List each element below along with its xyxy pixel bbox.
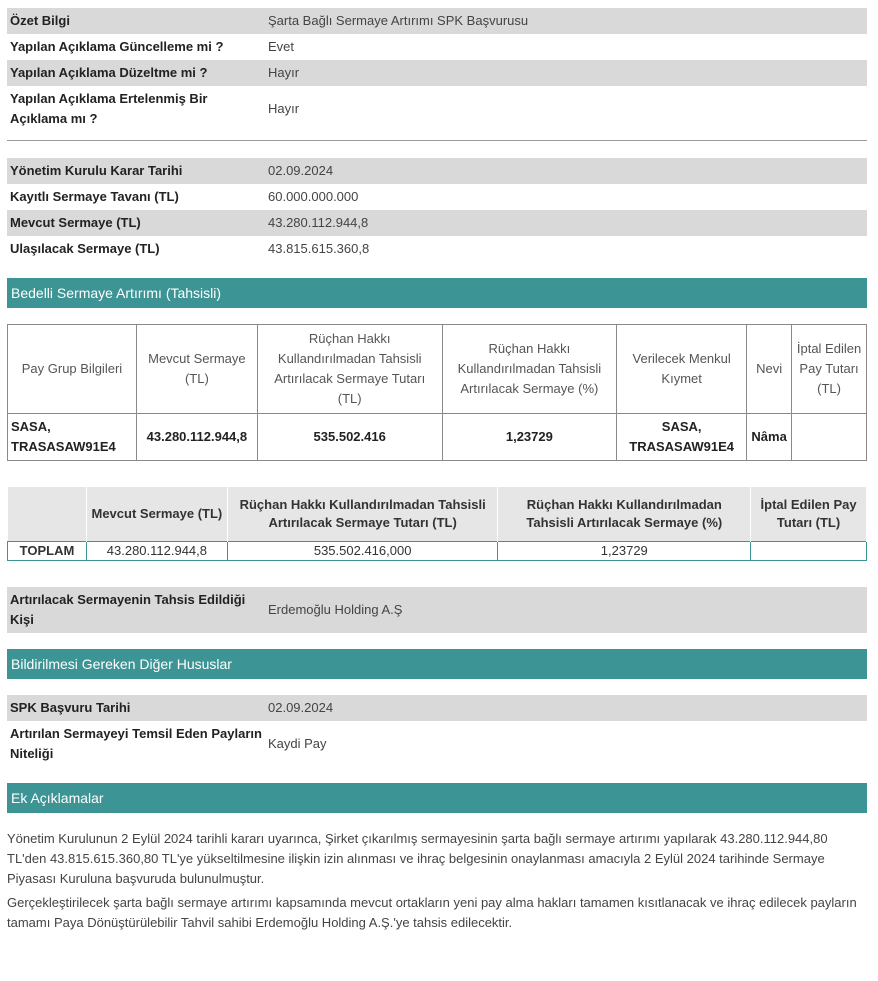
summary-row [7,8,867,34]
summary-label: Yapılan Açıklama Güncelleme mi ? [10,39,224,54]
disclosure-page [7,8,867,933]
capital-value: 02.09.2024 [265,158,867,184]
total-current-capital: 43.280.112.944,8 [86,541,227,560]
summary-label: Yapılan Açıklama Ertelenmiş Bir Açıklama mı ? [10,91,208,126]
summary-table [7,8,867,132]
summary-row [7,34,867,60]
total-label: TOPLAM [8,541,87,560]
col-header: Pay Grup Bilgileri [8,325,137,414]
col-header: Mevcut Sermaye (TL) [136,325,257,414]
allocation-table [7,587,867,633]
col-header: İptal Edilen Pay Tutarı (TL) [751,487,867,541]
col-header: Rüçhan Hakkı Kullandırılmadan Tahsisli Artırılacak Sermaye Tutarı (TL) [227,487,498,541]
col-header: Nevi [747,325,792,414]
col-header: Verilecek Menkul Kıymet [617,325,747,414]
capital-row [7,210,867,236]
cell-security: SASA, TRASASAW91E4 [617,414,747,461]
capital-value: 43.815.615.360,8 [268,241,370,256]
section-header-other: Bildirilmesi Gereken Diğer Hususlar [7,649,867,679]
table-row [8,414,867,461]
total-cancelled [751,541,867,560]
other-table [7,695,867,767]
total-percent: 1,23729 [498,541,751,560]
section-header-paid: Bedelli Sermaye Artırımı (Tahsisli) [7,278,867,308]
cell-amount: 535.502.416 [257,414,442,461]
cell-percent: 1,23729 [442,414,617,461]
summary-label: Yapılan Açıklama Düzeltme mi ? [7,60,265,86]
divider [7,140,867,141]
capital-row [7,184,867,210]
other-row [7,695,867,721]
summary-row [7,60,867,86]
cell-current-capital: 43.280.112.944,8 [136,414,257,461]
allocation-label: Artırılacak Sermayenin Tahsis Edildiği Kişi [7,587,265,633]
allocation-row [7,587,867,633]
col-header: Rüçhan Hakkı Kullandırılmadan Tahsisli Artırılacak Sermaye (%) [498,487,751,541]
col-header: Rüçhan Hakkı Kullandırılmadan Tahsisli Artırılacak Sermaye Tutarı (TL) [257,325,442,414]
capital-value: 43.280.112.944,8 [265,210,867,236]
col-header-empty [8,487,87,541]
section-header-notes: Ek Açıklamalar [7,783,867,813]
other-label: Artırılan Sermayeyi Temsil Eden Payların Niteliği [10,725,262,761]
capital-label: Mevcut Sermaye (TL) [7,210,265,236]
summary-label: Özet Bilgi [7,8,265,34]
capital-row [7,158,867,184]
summary-value: Şarta Bağlı Sermaye Artırımı SPK Başvurusu [265,8,867,34]
summary-row [7,86,867,132]
col-header: İptal Edilen Pay Tutarı (TL) [792,325,867,414]
allocation-value: Erdemoğlu Holding A.Ş [265,587,867,633]
other-label: SPK Başvuru Tarihi [7,695,265,721]
capital-row [7,236,867,262]
capital-label: Kayıtlı Sermaye Tavanı (TL) [10,189,179,204]
capital-table [7,158,867,262]
total-row [8,541,867,560]
total-table [7,487,867,561]
total-table-header [8,487,867,541]
cell-cancelled [792,414,867,461]
total-amount: 535.502.416,000 [227,541,498,560]
capital-label: Ulaşılacak Sermaye (TL) [10,241,160,256]
summary-value: Hayır [268,101,300,116]
capital-label: Yönetim Kurulu Karar Tarihi [7,158,265,184]
other-value: 02.09.2024 [265,695,867,721]
summary-value: Hayır [265,60,867,86]
other-row [7,721,867,767]
cell-group: SASA, TRASASAW91E4 [8,414,137,461]
paid-table-header [8,325,867,414]
other-value: Kaydi Pay [268,735,327,751]
note-paragraph: Yönetim Kurulunun 2 Eylül 2024 tarihli kararı uyarınca, Şirket çıkarılmış sermayesinin şarta bağlı sermaye artırımı yapılarak 43.280.112.944,80 TL'den 43.815.615.360,80 TL'ye yükseltilmesine ilişkin izin alınması ve ihraç belgesinin onaylanması amacıyla 2 Eylül 2024 tarihinde Sermaye Piyasası Kuruluna başvuruda bulunulmuştur. [7,830,828,886]
col-header: Rüçhan Hakkı Kullandırılmadan Tahsisli Artırılacak Sermaye (%) [442,325,617,414]
note-paragraph: Gerçekleştirilecek şarta bağlı sermaye artırımı kapsamında mevcut ortakların yeni pay alma hakları tamamen kısıtlanacak ve ihraç edilecek payların tamamı Paya Dönüştürülebilir Tahvil sahibi Erdemoğlu Holding A.Ş.'ye tahsis edilecektir. [7,894,857,930]
col-header: Mevcut Sermaye (TL) [86,487,227,541]
summary-value: Evet [268,39,295,54]
capital-value: 60.000.000.000 [268,189,359,204]
paid-capital-table [7,324,867,461]
cell-type: Nâma [747,414,792,461]
